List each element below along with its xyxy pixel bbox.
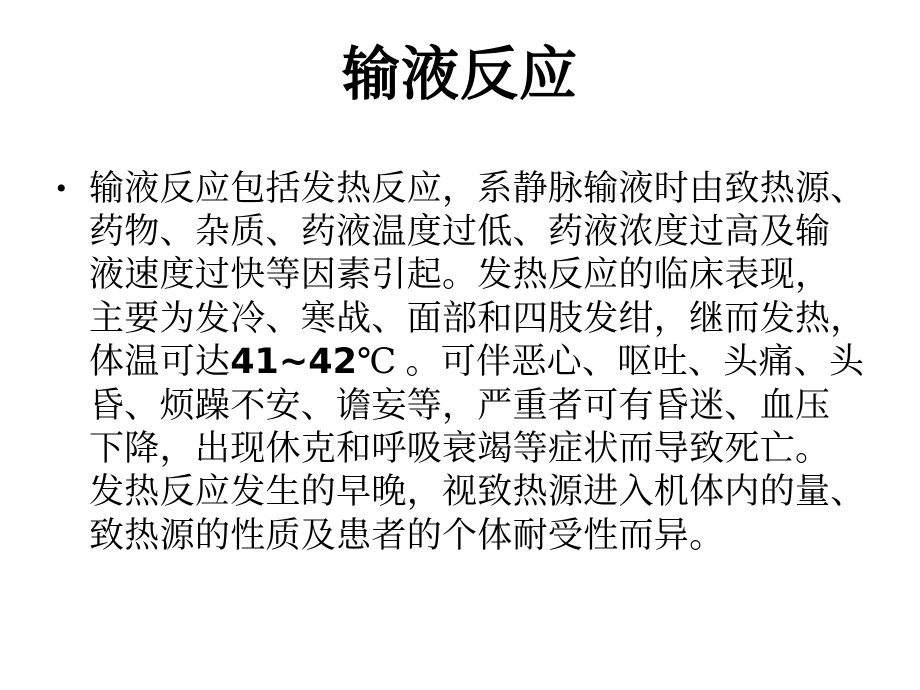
body-text xyxy=(89,167,886,557)
body-line xyxy=(89,384,886,427)
body-line xyxy=(89,167,886,210)
body-line-run: 药物、杂质、药液温度过低、药液浓度过高及输 xyxy=(89,212,831,252)
body-line-run: ℃ 。可伴恶心、呕吐、头痛、头 xyxy=(356,341,865,381)
body-line-run: 输液反应包括发热反应，系静脉输液时由致热源、 xyxy=(89,169,866,208)
body-line-run: 发热反应发生的早晚，视致热源进入机体内的量、 xyxy=(89,472,866,512)
body-line xyxy=(89,514,886,557)
slide-title: 输液反应 xyxy=(341,42,578,107)
body-line-run: 41~42 xyxy=(230,341,357,382)
body-line-run: 致热源的性质及患者的个体耐受性而异。 xyxy=(89,515,725,555)
bullet-paragraph xyxy=(56,167,886,557)
body-line xyxy=(89,470,886,513)
bullet-marker: • xyxy=(56,172,67,205)
body-line-run: 主要为发冷、寒战、面部和四肢发绀，继而发热， xyxy=(89,298,866,338)
body-line-run: 昏、烦躁不安、谵妄等，严重者可有昏迷、血压 xyxy=(89,386,831,426)
body-line xyxy=(89,340,886,384)
body-line-run: 体温可达 xyxy=(89,341,231,381)
body-line xyxy=(89,297,886,340)
body-line xyxy=(89,253,886,296)
body-line xyxy=(89,210,886,253)
body-line xyxy=(89,427,886,470)
body-line-run: 下降，出现休克和呼吸衰竭等症状而导致死亡。 xyxy=(89,429,831,469)
body-line-run: 液速度过快等因素引起。发热反应的临床表现， xyxy=(89,255,831,295)
